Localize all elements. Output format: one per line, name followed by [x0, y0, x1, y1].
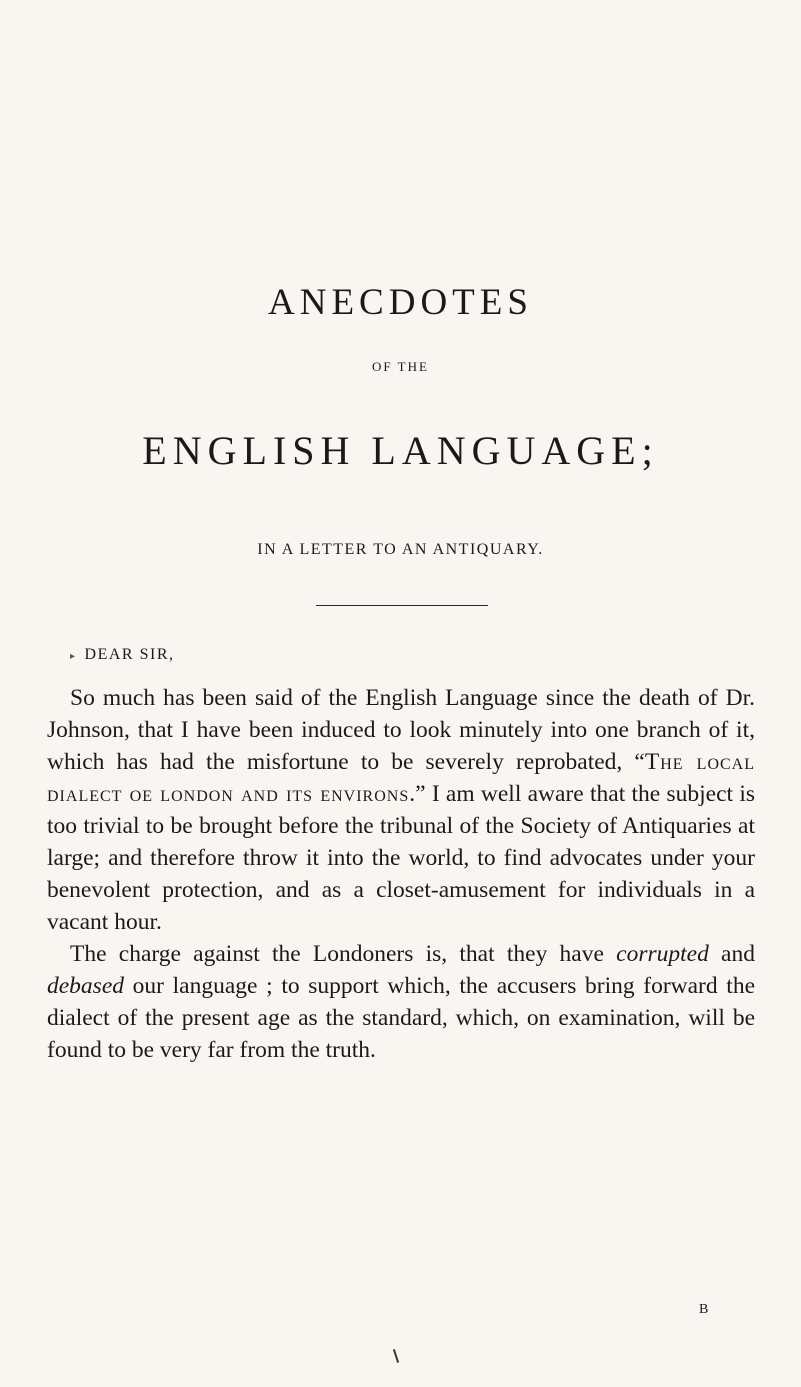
paragraph-2-italic-1: corrupted — [616, 941, 709, 967]
title-subject: ENGLISH LANGUAGE; — [142, 428, 659, 473]
salutation-text: DEAR SIR, — [84, 646, 175, 663]
paragraph-2-italic-2: debased — [47, 973, 125, 999]
paragraph-1-text-b: .” I am well aware that the subject is too trivial to be brought before the tribunal of the Society of Antiquaries at large; and therefore throw it into the world, to find advocates under your benevolent protection, and as a closet-amusement for individuals in a vacant hour. — [47, 781, 756, 935]
title-tagline: IN A LETTER TO AN ANTIQUARY. — [257, 541, 544, 558]
paragraph-2-text-c: our language ; to support which, the accusers bring forward the dialect of the present age as the standard, which, on examination, will be found to be very far from the truth. — [47, 973, 755, 1063]
title-main: ANECDOTES — [268, 282, 533, 323]
salutation — [70, 645, 174, 667]
paragraph-2-text-a: The charge against the Londoners is, that they have — [70, 941, 617, 967]
title-of-the: OF THE — [372, 359, 429, 374]
salutation-mark: ▸ — [70, 651, 77, 662]
paragraph-1-small-caps: The local dialect oe london and its environs — [47, 749, 755, 807]
paragraph-2-text-b: and — [708, 941, 755, 967]
divider-rule — [316, 605, 488, 606]
paragraph-1-text-a: So much has been said of the English Language since the death of Dr. Johnson, that I have been induced to look minutely into one branch of it, which has had the misfortune to be severely reprobated, “ — [47, 685, 755, 775]
stray-ink-mark — [393, 1349, 399, 1363]
letter-body — [47, 682, 755, 1066]
paragraph-2 — [47, 938, 755, 1066]
signature-mark: B — [699, 1302, 709, 1317]
paragraph-1 — [47, 682, 755, 938]
